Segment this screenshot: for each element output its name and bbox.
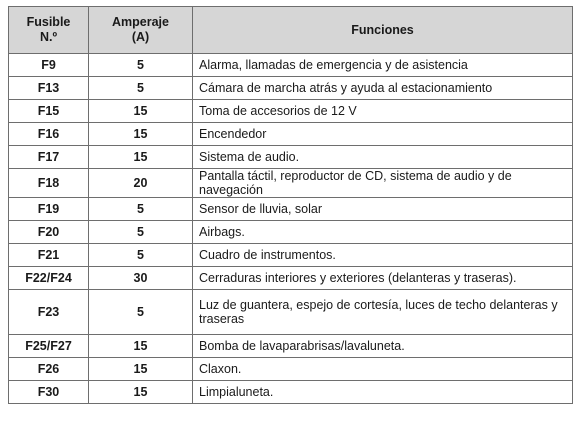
table-row — [9, 221, 573, 244]
fuse-cell: F21 — [9, 244, 89, 267]
function-cell: Airbags. — [193, 221, 573, 244]
function-cell: Limpialuneta. — [193, 381, 573, 404]
function-cell: Pantalla táctil, reproductor de CD, sistema de audio y de navegación — [193, 169, 573, 198]
fuse-cell: F18 — [9, 169, 89, 198]
function-cell: Sistema de audio. — [193, 146, 573, 169]
amperage-cell: 15 — [89, 123, 193, 146]
function-cell: Encendedor — [193, 123, 573, 146]
fuse-cell: F9 — [9, 54, 89, 77]
fuse-cell: F13 — [9, 77, 89, 100]
amperage-cell: 5 — [89, 244, 193, 267]
function-cell: Luz de guantera, espejo de cortesía, luces de techo delanteras y traseras — [193, 290, 573, 335]
function-cell: Sensor de lluvia, solar — [193, 198, 573, 221]
fuse-cell: F22/F24 — [9, 267, 89, 290]
fuse-cell: F25/F27 — [9, 335, 89, 358]
amperage-cell: 5 — [89, 54, 193, 77]
table-row — [9, 335, 573, 358]
amperage-cell: 15 — [89, 381, 193, 404]
amperage-cell: 5 — [89, 198, 193, 221]
header-amperage-line-1: Amperaje — [112, 15, 169, 29]
table-row — [9, 169, 573, 198]
header-amperage-line-2: (A) — [131, 30, 150, 44]
table-row — [9, 77, 573, 100]
amperage-cell: 15 — [89, 146, 193, 169]
fuse-table — [8, 6, 573, 404]
function-cell: Bomba de lavaparabrisas/lavaluneta. — [193, 335, 573, 358]
table-row — [9, 100, 573, 123]
table-row — [9, 123, 573, 146]
table-row — [9, 146, 573, 169]
header-fuse-line-1: Fusible — [26, 15, 71, 29]
fuse-cell: F30 — [9, 381, 89, 404]
header-amperage — [89, 7, 193, 54]
fuse-cell: F23 — [9, 290, 89, 335]
fuse-cell: F19 — [9, 198, 89, 221]
header-functions: Funciones — [193, 7, 573, 54]
table-body — [9, 54, 573, 404]
header-row — [9, 7, 573, 54]
function-cell: Cámara de marcha atrás y ayuda al estacionamiento — [193, 77, 573, 100]
function-cell: Claxon. — [193, 358, 573, 381]
table-row — [9, 244, 573, 267]
header-fuse-line-2: N.º — [39, 30, 58, 44]
table-row — [9, 267, 573, 290]
function-cell: Cuadro de instrumentos. — [193, 244, 573, 267]
amperage-cell: 15 — [89, 335, 193, 358]
table-row — [9, 54, 573, 77]
amperage-cell: 15 — [89, 358, 193, 381]
fuse-cell: F15 — [9, 100, 89, 123]
fuse-cell: F20 — [9, 221, 89, 244]
amperage-cell: 5 — [89, 221, 193, 244]
table-header — [9, 7, 573, 54]
function-cell: Cerraduras interiores y exteriores (delanteras y traseras). — [193, 267, 573, 290]
table-row — [9, 198, 573, 221]
amperage-cell: 30 — [89, 267, 193, 290]
header-fuse-number — [9, 7, 89, 54]
table-row — [9, 358, 573, 381]
amperage-cell: 20 — [89, 169, 193, 198]
function-cell: Toma de accesorios de 12 V — [193, 100, 573, 123]
table-row — [9, 290, 573, 335]
fuse-cell: F17 — [9, 146, 89, 169]
table-row — [9, 381, 573, 404]
amperage-cell: 5 — [89, 77, 193, 100]
function-cell: Alarma, llamadas de emergencia y de asistencia — [193, 54, 573, 77]
amperage-cell: 15 — [89, 100, 193, 123]
fuse-cell: F16 — [9, 123, 89, 146]
amperage-cell: 5 — [89, 290, 193, 335]
fuse-cell: F26 — [9, 358, 89, 381]
